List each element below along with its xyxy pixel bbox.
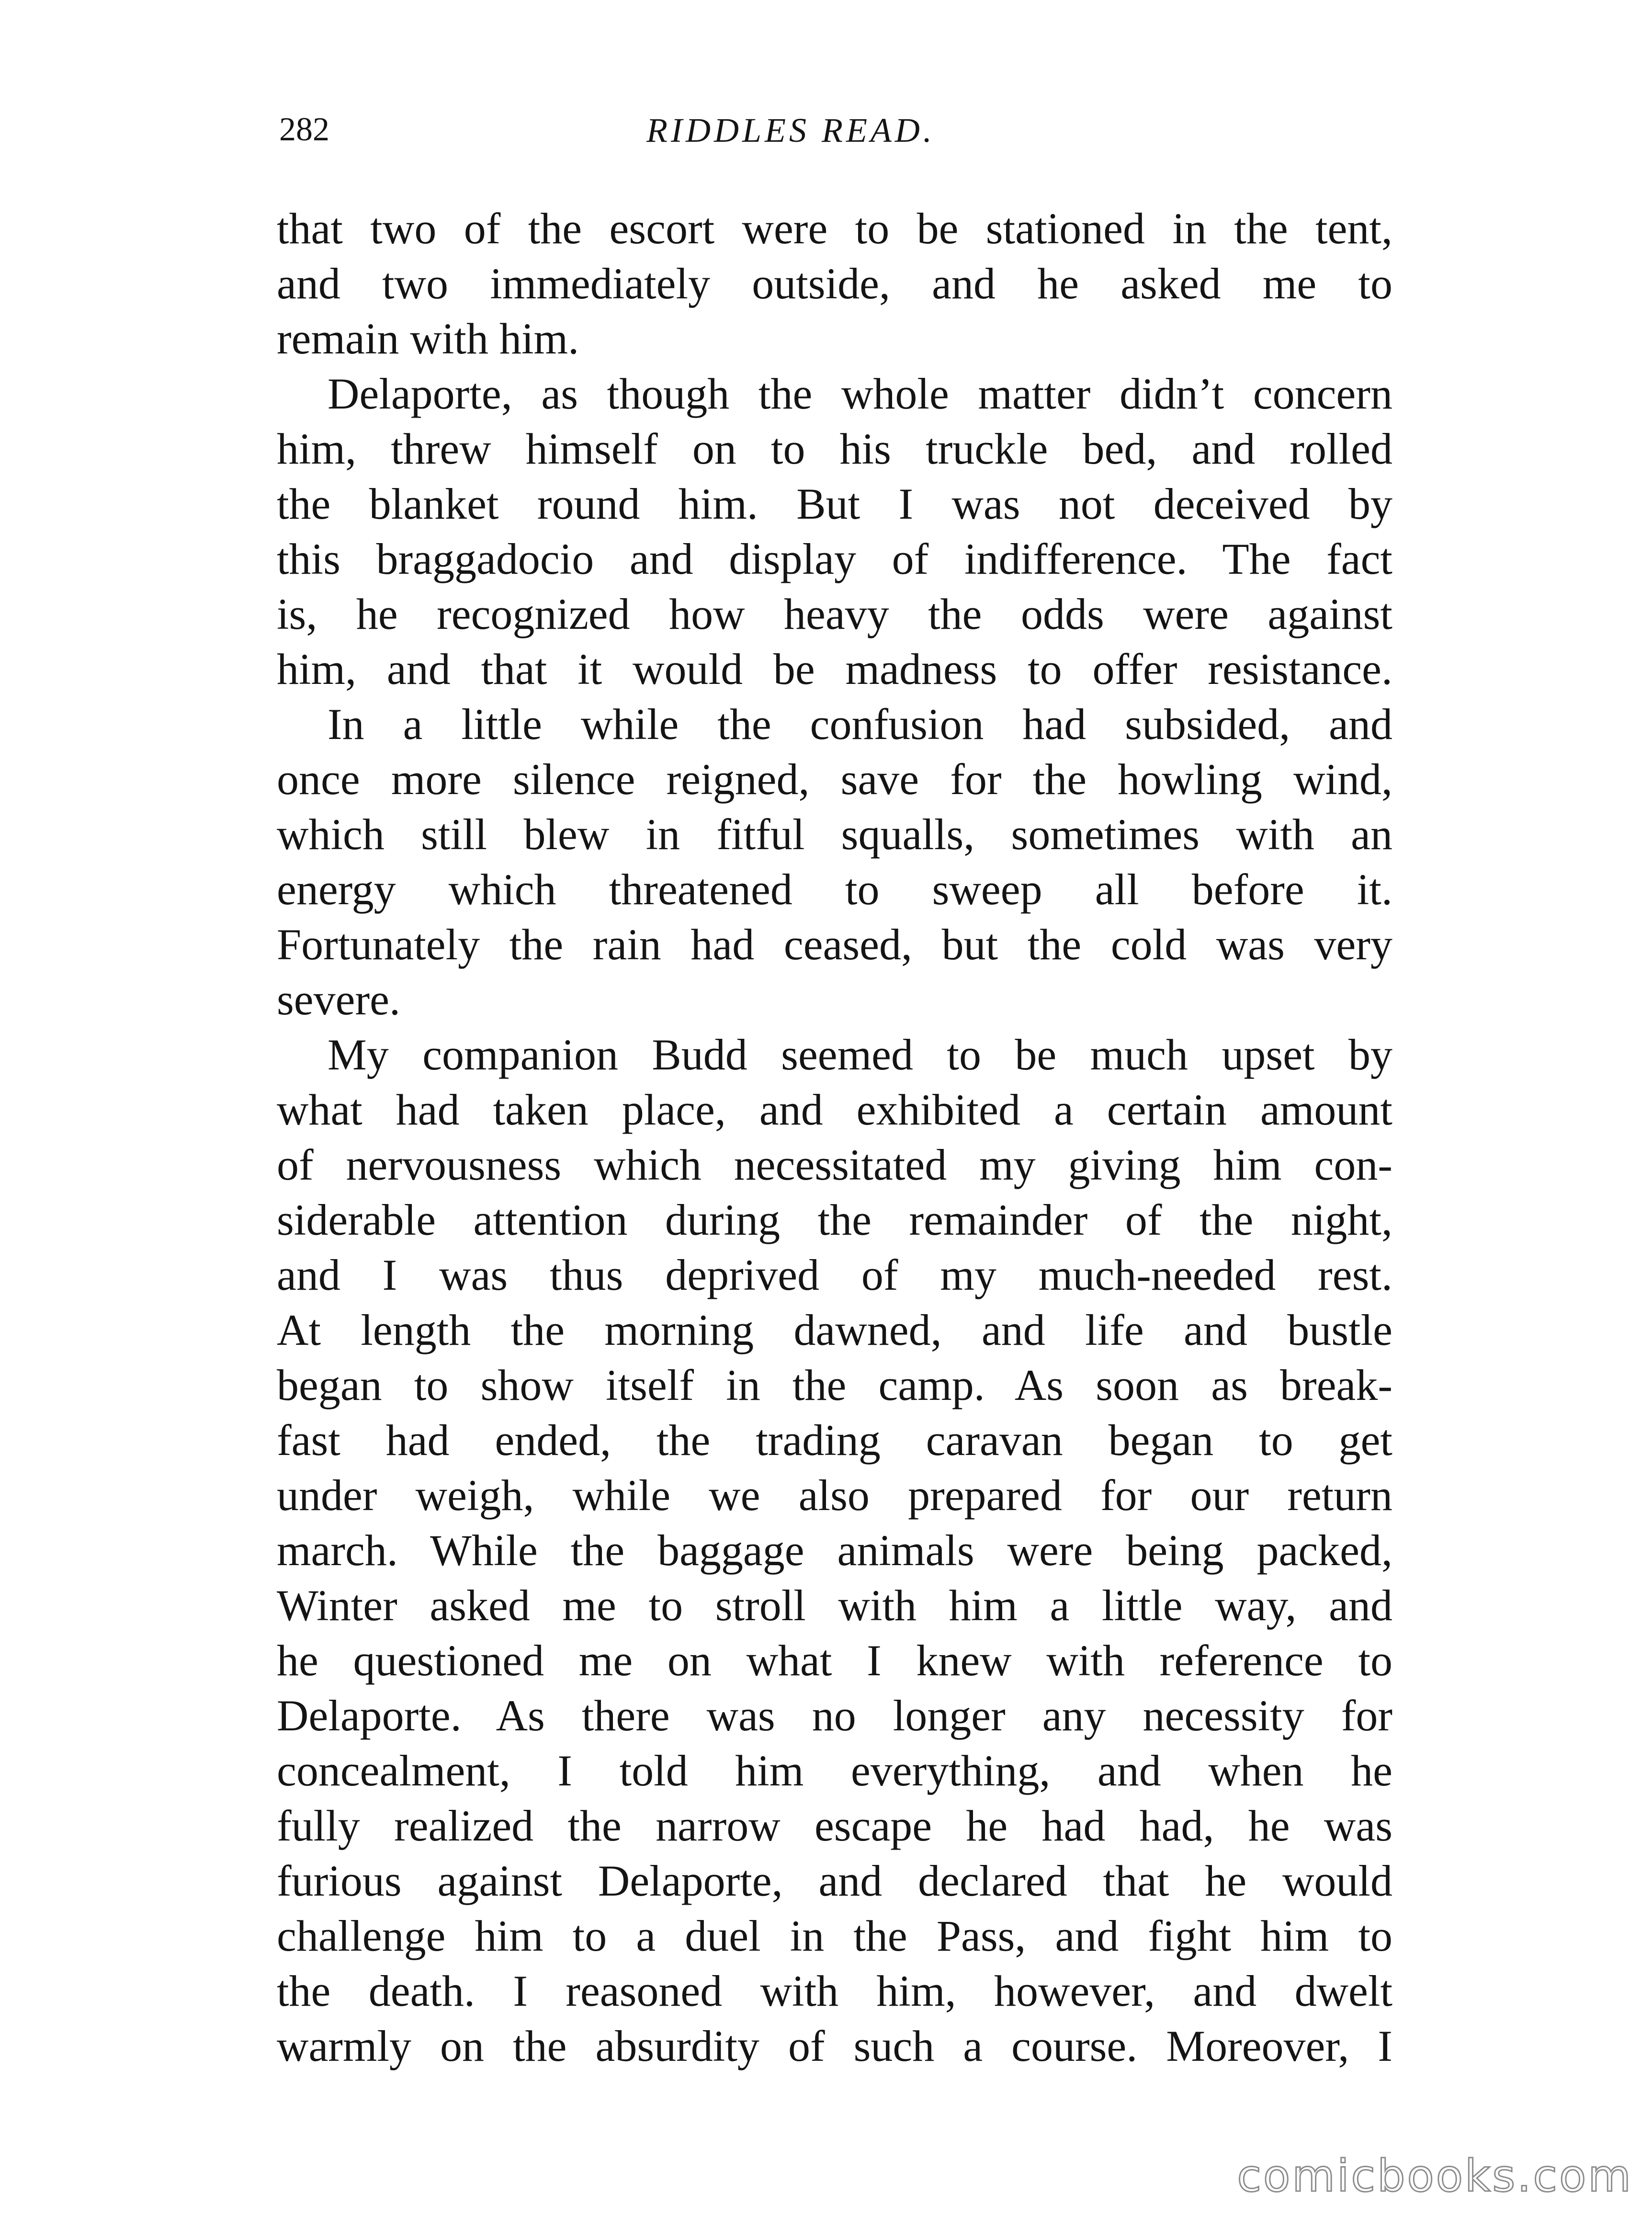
text-line: under weigh, while we also prepared for our return <box>277 1471 1392 1520</box>
text-line: began to show itself in the camp. As soon as break- <box>277 1361 1392 1409</box>
text-line: severe. <box>277 975 400 1024</box>
text-line: which still blew in fitful squalls, sometimes with an <box>277 810 1392 859</box>
text-line: and I was thus deprived of my much-needed rest. <box>277 1250 1392 1299</box>
text-line: the death. I reasoned with him, however, and dwelt <box>277 1966 1392 2015</box>
text-line: warmly on the absurdity of such a course. Moreover, I <box>277 2022 1392 2070</box>
text-line: energy which threatened to sweep all before it. <box>277 865 1392 914</box>
text-line: what had taken place, and exhibited a certain amount <box>277 1085 1392 1134</box>
text-line: At length the morning dawned, and life and bustle <box>277 1306 1392 1354</box>
text-line: furious against Delaporte, and declared that he would <box>277 1856 1392 1905</box>
text-line: is, he recognized how heavy the odds were against <box>277 590 1392 638</box>
text-line: and two immediately outside, and he asked me to <box>277 259 1392 308</box>
text-line: fully realized the narrow escape he had had, he was <box>277 1801 1392 1850</box>
text-line: that two of the escort were to be stationed in the tent, <box>277 204 1392 253</box>
text-line: this braggadocio and display of indifference. The fact <box>277 534 1392 583</box>
text-line: he questioned me on what I knew with reference to <box>277 1636 1392 1685</box>
watermark: comicbooks.com <box>1237 2150 1633 2202</box>
text-line: him, threw himself on to his truckle bed, and rolled <box>277 424 1392 473</box>
text-line: In a little while the confusion had subsided, and <box>328 700 1392 749</box>
text-line: remain with him. <box>277 314 579 363</box>
text-line: siderable attention during the remainder of the night, <box>277 1195 1392 1244</box>
page-number: 282 <box>279 111 329 148</box>
text-line: Delaporte, as though the whole matter didn’t concern <box>328 369 1392 418</box>
text-line: march. While the baggage animals were being packed, <box>277 1526 1392 1575</box>
text-line: once more silence reigned, save for the howling wind, <box>277 755 1392 804</box>
text-line: Winter asked me to stroll with him a little way, and <box>277 1581 1392 1630</box>
text-line: My companion Budd seemed to be much upset by <box>328 1030 1392 1079</box>
text-line: him, and that it would be madness to offer resistance. <box>277 645 1392 693</box>
text-line: concealment, I told him everything, and when he <box>277 1746 1392 1795</box>
running-head: RIDDLES READ. <box>646 111 935 149</box>
text-line: Delaporte. As there was no longer any necessity for <box>277 1691 1392 1740</box>
text-line: Fortunately the rain had ceased, but the cold was very <box>277 920 1392 969</box>
text-line: challenge him to a duel in the Pass, and fight him to <box>277 1911 1392 1960</box>
text-line: of nervousness which necessitated my giving him con- <box>277 1140 1392 1189</box>
body-text <box>277 201 1392 2074</box>
text-line: the blanket round him. But I was not deceived by <box>277 479 1392 528</box>
text-line: fast had ended, the trading caravan began to get <box>277 1416 1392 1465</box>
